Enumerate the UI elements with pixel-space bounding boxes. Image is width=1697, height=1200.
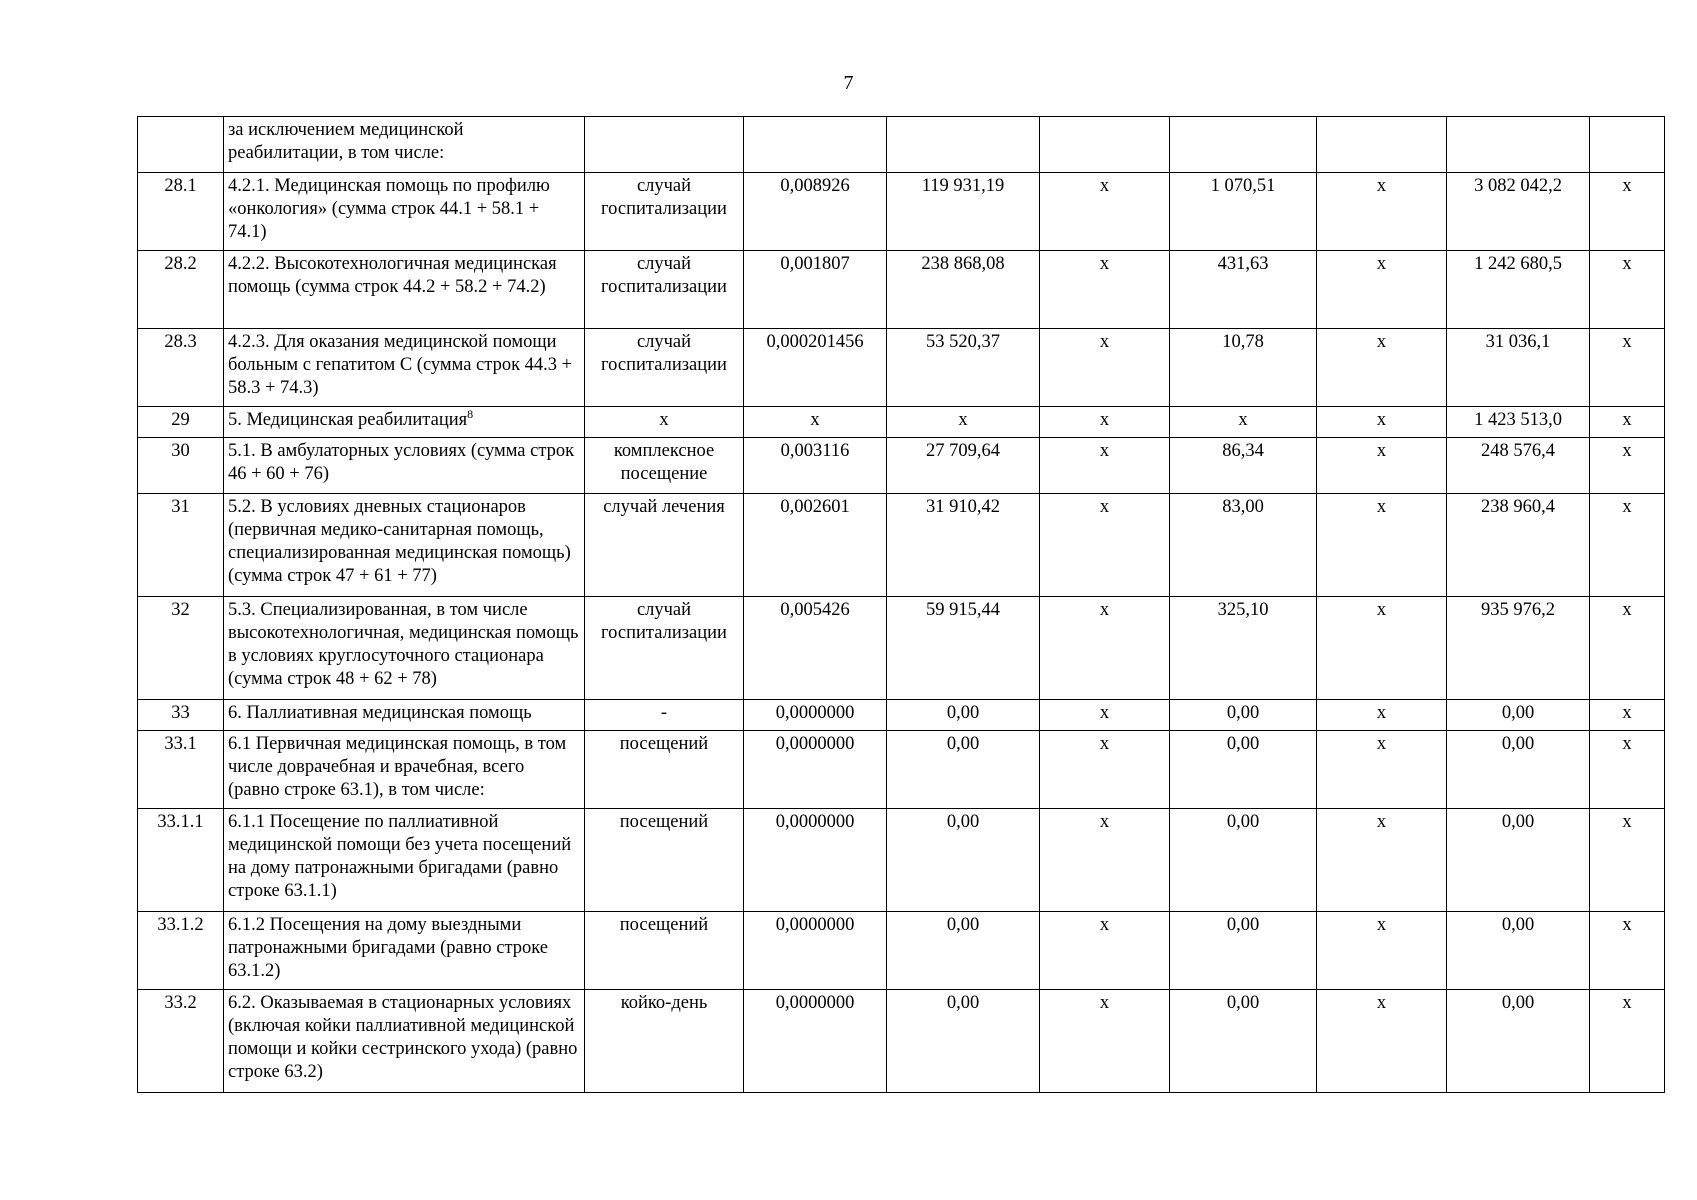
unit-cell [585,329,744,407]
percent-cell [1590,117,1665,173]
volume-norm-text: 0,0000000 [775,915,855,935]
oms-total-text: 31 036,1 [1485,332,1551,352]
percent-cell [1590,809,1665,912]
budget-total-text: x [1376,176,1387,196]
volume-norm-cell [744,494,887,597]
cost-norm-cell [887,173,1040,251]
budget-total-cell [1317,173,1447,251]
indicator-name-text: 6.1 Первичная медицинская помощь, в том числе доврачебная и врачебная, всего (равно строке 63.1), в том числе: [228,734,567,800]
row-number-cell [138,912,224,990]
per-capita-budget-text: x [1099,497,1110,517]
unit-text: случай госпитализации [601,332,727,375]
volume-norm-cell [744,251,887,329]
budget-total-text: x [1376,497,1387,517]
volume-norm-text: 0,003116 [780,441,850,461]
unit-cell [585,809,744,912]
table-row [138,117,1665,173]
indicator-name-cell [224,329,585,407]
cost-norm-text: 0,00 [946,915,980,935]
percent-cell [1590,407,1665,438]
cost-norm-text: 59 915,44 [926,600,1000,620]
row-number-text: 33.2 [164,993,197,1013]
row-number-cell [138,700,224,731]
cost-norm-text: 0,00 [946,812,980,832]
per-capita-oms-cell [1170,731,1317,809]
budget-total-cell [1317,329,1447,407]
indicator-name-text: 4.2.3. Для оказания медицинской помощи больным с гепатитом С (сумма строк 44.3 + 58.3 + 74.3) [228,332,573,398]
oms-total-text: 248 576,4 [1481,441,1555,461]
per-capita-oms-text: 0,00 [1226,703,1260,723]
oms-total-cell [1447,251,1590,329]
unit-cell [585,700,744,731]
indicator-name-cell [224,117,585,173]
per-capita-oms-cell [1170,597,1317,700]
per-capita-budget-text: x [1099,176,1110,196]
indicator-name-cell [224,731,585,809]
cost-norm-text: 53 520,37 [926,332,1000,352]
indicator-name-text: 5.1. В амбулаторных условиях (сумма строк 46 + 60 + 76) [228,441,575,484]
per-capita-oms-cell [1170,251,1317,329]
per-capita-oms-cell [1170,117,1317,173]
budget-total-text: x [1376,600,1387,620]
cost-norm-cell [887,494,1040,597]
cost-norm-text: 0,00 [946,734,980,754]
per-capita-budget-cell [1040,990,1170,1093]
per-capita-budget-cell [1040,809,1170,912]
row-number-cell [138,494,224,597]
volume-norm-text: 0,001807 [780,254,850,274]
unit-cell [585,731,744,809]
row-number-cell [138,329,224,407]
per-capita-oms-cell [1170,173,1317,251]
budget-total-cell [1317,251,1447,329]
budget-total-cell [1317,731,1447,809]
cost-norm-cell [887,990,1040,1093]
row-number-text: 28.3 [164,332,197,352]
table-row [138,251,1665,329]
budget-total-cell [1317,494,1447,597]
unit-text: - [660,703,668,723]
per-capita-budget-cell [1040,912,1170,990]
per-capita-oms-text: 431,63 [1217,254,1269,274]
oms-total-cell [1447,173,1590,251]
per-capita-oms-cell [1170,329,1317,407]
per-capita-budget-cell [1040,438,1170,494]
oms-total-cell [1447,700,1590,731]
per-capita-budget-text: x [1099,915,1110,935]
oms-total-text: 1 242 680,5 [1474,254,1562,274]
unit-cell [585,173,744,251]
percent-text: x [1622,915,1632,935]
budget-total-text: x [1376,410,1387,430]
percent-text: x [1622,812,1632,832]
unit-cell [585,494,744,597]
row-number-cell [138,809,224,912]
budget-total-cell [1317,117,1447,173]
table-row [138,912,1665,990]
indicator-name-text: 5. Медицинская реабилитация [228,410,468,430]
percent-text: x [1622,993,1632,1013]
table-row [138,731,1665,809]
table-body [138,117,1665,1093]
oms-total-cell [1447,809,1590,912]
volume-norm-cell [744,438,887,494]
cost-norm-cell [887,438,1040,494]
oms-total-cell [1447,438,1590,494]
unit-text: x [659,410,669,430]
per-capita-oms-cell [1170,990,1317,1093]
per-capita-oms-cell [1170,438,1317,494]
cost-norm-text: 0,00 [946,703,980,723]
row-number-text: 33.1.2 [157,915,204,935]
volume-norm-text: 0,0000000 [775,993,855,1013]
unit-cell [585,912,744,990]
volume-norm-cell [744,329,887,407]
oms-total-text: 3 082 042,2 [1474,176,1562,196]
volume-norm-text: 0,005426 [780,600,850,620]
per-capita-budget-cell [1040,700,1170,731]
indicator-name-cell [224,700,585,731]
percent-text: x [1622,332,1632,352]
budget-total-text: x [1376,441,1387,461]
per-capita-oms-text: 83,00 [1222,497,1264,517]
indicator-name-text: 4.2.1. Медицинская помощь по профилю «онкология» (сумма строк 44.1 + 58.1 + 74.1) [228,176,550,242]
row-number-cell [138,251,224,329]
budget-total-text: x [1376,915,1387,935]
budget-total-cell [1317,912,1447,990]
volume-norm-cell [744,597,887,700]
unit-text: посещений [619,915,709,935]
indicator-name-text: за исключением медицинской реабилитации, в том числе: [228,120,464,163]
percent-cell [1590,700,1665,731]
unit-cell [585,438,744,494]
indicator-name-text: 6. Паллиативная медицинская помощь [228,703,532,723]
footnote-mark: 8 [467,406,474,421]
per-capita-oms-text: 325,10 [1217,600,1269,620]
per-capita-oms-text: 0,00 [1226,915,1260,935]
percent-text: x [1622,497,1632,517]
indicator-name-cell [224,438,585,494]
indicator-name-cell [224,809,585,912]
indicator-name-text: 5.3. Специализированная, в том числе высокотехнологичная, медицинская помощь в условиях круглосуточного стационара (сумма строк 48 + 62 + 78) [228,600,579,689]
cost-norm-cell [887,117,1040,173]
indicator-name-text: 6.1.2 Посещения на дому выездными патронажными бригадами (равно строке 63.1.2) [228,915,549,981]
budget-total-text: x [1376,812,1387,832]
per-capita-oms-cell [1170,912,1317,990]
per-capita-oms-cell [1170,494,1317,597]
cost-norm-cell [887,251,1040,329]
budget-total-cell [1317,700,1447,731]
volume-norm-text: 0,0000000 [775,812,855,832]
budget-total-text: x [1376,703,1387,723]
percent-cell [1590,990,1665,1093]
cost-norm-text: x [958,410,968,430]
indicator-name-cell [224,494,585,597]
per-capita-budget-cell [1040,251,1170,329]
per-capita-oms-text: 0,00 [1226,812,1260,832]
budget-total-text: x [1376,332,1387,352]
unit-text: посещений [619,734,709,754]
per-capita-oms-cell [1170,700,1317,731]
volume-norm-cell [744,407,887,438]
per-capita-oms-text: x [1238,410,1248,430]
per-capita-oms-text: 1 070,51 [1210,176,1276,196]
percent-cell [1590,912,1665,990]
oms-total-cell [1447,117,1590,173]
per-capita-budget-text: x [1099,993,1110,1013]
unit-text: случай лечения [603,497,725,517]
budget-total-cell [1317,407,1447,438]
percent-text: x [1622,176,1632,196]
oms-total-text: 0,00 [1501,812,1535,832]
per-capita-oms-cell [1170,809,1317,912]
percent-cell [1590,494,1665,597]
cost-norm-text: 0,00 [946,993,980,1013]
table-row [138,990,1665,1093]
volume-norm-text: 0,000201456 [766,332,864,352]
budget-total-text: x [1376,993,1387,1013]
cost-norm-text: 31 910,42 [926,497,1000,517]
per-capita-oms-text: 10,78 [1222,332,1264,352]
per-capita-budget-text: x [1099,441,1110,461]
table-row [138,700,1665,731]
unit-text: случай госпитализации [601,176,727,219]
per-capita-budget-cell [1040,407,1170,438]
percent-text: x [1622,254,1632,274]
budget-total-cell [1317,809,1447,912]
row-number-cell [138,731,224,809]
table-row [138,494,1665,597]
indicator-name-cell [224,597,585,700]
volume-norm-text: x [810,410,820,430]
row-number-cell [138,438,224,494]
unit-cell [585,597,744,700]
indicator-name-text: 6.1.1 Посещение по паллиативной медицинской помощи без учета посещений на дому патронажными бригадами (равно строке 63.1.1) [228,812,572,901]
indicator-name-cell [224,173,585,251]
volume-norm-cell [744,809,887,912]
per-capita-budget-cell [1040,597,1170,700]
volume-norm-cell [744,731,887,809]
row-number-text: 33.1.1 [157,812,204,832]
volume-norm-text: 0,002601 [780,497,850,517]
per-capita-budget-text: x [1099,600,1110,620]
oms-total-cell [1447,407,1590,438]
oms-total-text: 0,00 [1501,993,1535,1013]
unit-text: койко-день [620,993,708,1013]
budget-total-text: x [1376,734,1387,754]
cost-norm-text: 27 709,64 [926,441,1000,461]
percent-text: x [1622,441,1632,461]
financing-table [137,116,1665,1093]
volume-norm-cell [744,912,887,990]
volume-norm-text: 0,0000000 [775,734,855,754]
row-number-text: 33 [171,703,190,723]
per-capita-budget-cell [1040,173,1170,251]
per-capita-budget-text: x [1099,812,1110,832]
per-capita-budget-text: x [1099,332,1110,352]
per-capita-oms-cell [1170,407,1317,438]
indicator-name-cell [224,912,585,990]
oms-total-text: 1 423 513,0 [1474,410,1562,430]
indicator-name-text: 6.2. Оказываемая в стационарных условиях (включая койки паллиативной медицинской помощи и койки сестринского ухода) (равно строке 63.2) [228,993,578,1082]
per-capita-budget-cell [1040,731,1170,809]
unit-cell [585,407,744,438]
budget-total-cell [1317,438,1447,494]
cost-norm-cell [887,329,1040,407]
oms-total-text: 0,00 [1501,734,1535,754]
table-row [138,407,1665,438]
oms-total-text: 0,00 [1501,703,1535,723]
table-row [138,809,1665,912]
percent-text: x [1622,600,1632,620]
indicator-name-cell [224,990,585,1093]
unit-text: посещений [619,812,709,832]
row-number-cell [138,117,224,173]
unit-cell [585,990,744,1093]
per-capita-budget-text: x [1099,410,1110,430]
per-capita-oms-text: 0,00 [1226,993,1260,1013]
per-capita-budget-text: x [1099,703,1110,723]
volume-norm-cell [744,700,887,731]
oms-total-cell [1447,912,1590,990]
oms-total-text: 935 976,2 [1481,600,1555,620]
row-number-cell [138,990,224,1093]
unit-cell [585,251,744,329]
per-capita-budget-cell [1040,117,1170,173]
row-number-text: 30 [171,441,190,461]
percent-text: x [1622,410,1632,430]
volume-norm-cell [744,173,887,251]
row-number-text: 32 [171,600,190,620]
oms-total-cell [1447,990,1590,1093]
cost-norm-cell [887,407,1040,438]
per-capita-budget-text: x [1099,254,1110,274]
percent-cell [1590,329,1665,407]
oms-total-cell [1447,494,1590,597]
unit-cell [585,117,744,173]
indicator-name-text: 5.2. В условиях дневных стационаров (первичная медико-санитарная помощь, специализированная медицинская помощь) (сумма строк 47 + 61 + 77) [228,497,571,586]
table-row [138,329,1665,407]
percent-cell [1590,731,1665,809]
cost-norm-cell [887,597,1040,700]
table-row [138,597,1665,700]
oms-total-text: 0,00 [1501,915,1535,935]
oms-total-cell [1447,731,1590,809]
cost-norm-cell [887,700,1040,731]
row-number-cell [138,407,224,438]
page-number: 7 [843,72,854,94]
cost-norm-cell [887,912,1040,990]
cost-norm-text: 119 931,19 [921,176,1005,196]
volume-norm-text: 0,0000000 [775,703,855,723]
cost-norm-cell [887,731,1040,809]
oms-total-cell [1447,329,1590,407]
oms-total-text: 238 960,4 [1481,497,1555,517]
per-capita-oms-text: 0,00 [1226,734,1260,754]
per-capita-budget-cell [1040,494,1170,597]
per-capita-budget-text: x [1099,734,1110,754]
row-number-text: 31 [171,497,190,517]
unit-text: случай госпитализации [601,600,727,643]
volume-norm-text: 0,008926 [780,176,850,196]
unit-text: комплексное посещение [613,441,715,484]
percent-cell [1590,251,1665,329]
row-number-cell [138,173,224,251]
per-capita-oms-text: 86,34 [1222,441,1264,461]
percent-text: x [1622,734,1632,754]
budget-total-cell [1317,990,1447,1093]
budget-total-cell [1317,597,1447,700]
per-capita-budget-cell [1040,329,1170,407]
indicator-name-cell [224,251,585,329]
table-row [138,438,1665,494]
row-number-text: 28.1 [164,176,197,196]
row-number-cell [138,597,224,700]
table-row [138,173,1665,251]
volume-norm-cell [744,117,887,173]
budget-total-text: x [1376,254,1387,274]
indicator-name-cell [224,407,585,438]
percent-cell [1590,173,1665,251]
indicator-name-text: 4.2.2. Высокотехнологичная медицинская помощь (сумма строк 44.2 + 58.2 + 74.2) [228,254,557,297]
row-number-text: 33.1 [164,734,197,754]
unit-text: случай госпитализации [601,254,727,297]
percent-cell [1590,597,1665,700]
cost-norm-cell [887,809,1040,912]
row-number-text: 29 [171,410,190,430]
oms-total-cell [1447,597,1590,700]
row-number-text: 28.2 [164,254,197,274]
percent-text: x [1622,703,1632,723]
volume-norm-cell [744,990,887,1093]
percent-cell [1590,438,1665,494]
cost-norm-text: 238 868,08 [921,254,1005,274]
